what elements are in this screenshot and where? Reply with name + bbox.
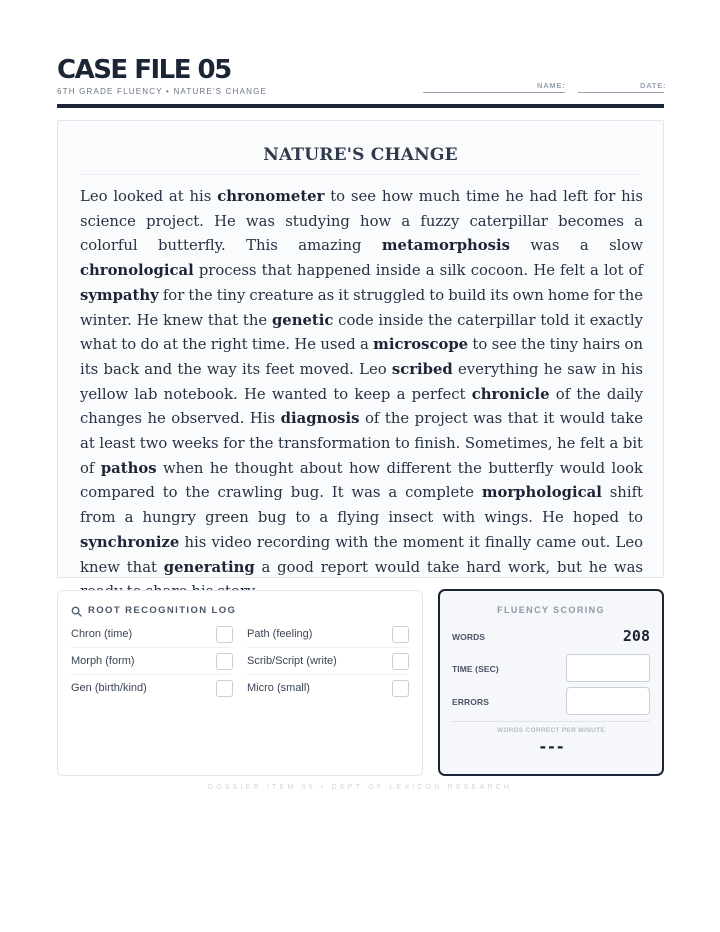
root-checkbox-morph[interactable] [216,653,233,670]
date-field[interactable] [578,92,664,93]
root-log-title: ROOT RECOGNITION LOG [88,605,237,616]
row-divider [247,647,408,648]
vocab-word: chronological [80,262,194,280]
root-recognition-log [57,590,423,776]
vocab-word: chronometer [217,188,325,205]
page-footer: DOSSIER ITEM 05 • DEPT OF LEXICON RESEARCH [207,784,513,791]
vocab-word: synchronize [80,533,180,551]
vocab-word: microscope [373,336,469,354]
vocab-word: diagnosis [280,410,360,428]
vocab-word: genetic [271,311,334,329]
scoring-divider [452,721,650,722]
vocab-word: chronicle [471,385,550,403]
root-checkbox-gen[interactable] [216,680,233,697]
story-passage: Leo looked at his chronometer to see how much time he had left for his science project. He was studying how a fuzzy caterpillar becomes a colorful butterfly. This amazing metamorphosis was a slow chronological process that happened inside a silk cocoon. He felt a lot of sympathy for the tiny creature as it struggled to build its own home for the winter. He knew that the genetic code inside the caterpillar told it exactly what to do at the right time. He used a microscope to see the tiny hairs on its back and the way its feet moved. Leo scribed everything he saw in his yellow lab notebook. He wanted to keep a perfect chronicle of the daily changes he observed. His diagnosis of the project was that it would take at least two weeks for the transformation to finish. Sometimes, he felt a bit of pathos when he thought about how different the butterfly would look compared to the crawling bug. It was a complete morphological shift from a hungry green bug to a flying insect with wings. He hoped to synchronize his video recording with the moment it finally came out. Leo knew that generating a good report would take hard work, but he was [80,188,643,576]
date-label: DATE: [640,81,667,90]
vocab-word: morphological [481,484,602,502]
root-checkbox-chron[interactable] [216,626,233,643]
story-title: NATURE'S CHANGE [263,145,458,165]
root-item-gen: Gen (birth/kind) [71,682,147,694]
words-label: WORDS [452,632,486,642]
search-icon [71,606,82,617]
root-checkbox-path[interactable] [392,626,409,643]
row-divider [71,674,231,675]
row-divider [71,647,231,648]
errors-input[interactable] [566,687,650,715]
name-label: NAME: [537,81,566,90]
wcpm-label: WORDS CORRECT PER MINUTE [497,727,605,734]
root-item-scrib: Scrib/Script (write) [247,655,337,667]
vocab-word: scribed [391,360,453,378]
row-divider [247,674,408,675]
vocab-word: sympathy [80,286,159,304]
words-count: 208 [622,627,650,645]
name-field[interactable] [423,92,565,93]
root-checkbox-scrib[interactable] [392,653,409,670]
root-checkbox-micro[interactable] [392,680,409,697]
root-item-chron: Chron (time) [71,628,133,640]
root-item-morph: Morph (form) [71,655,135,667]
vocab-word: pathos [100,459,157,477]
title-divider [80,174,641,175]
fluency-scoring-panel [438,589,664,776]
vocab-word: metamorphosis [381,237,510,255]
root-item-micro: Micro (small) [247,682,310,694]
errors-label: ERRORS [452,697,489,707]
page-header [57,55,667,108]
case-file-title: CASE FILE 05 [57,55,231,85]
wcpm-value: --- [538,737,564,756]
root-item-path: Path (feeling) [247,628,313,640]
story-panel [57,120,664,578]
vocab-word: generating [163,558,255,576]
grade-subtitle: 6TH GRADE FLUENCY • NATURE'S CHANGE [57,87,268,96]
scoring-title: FLUENCY SCORING [497,605,605,615]
time-input[interactable] [566,654,650,682]
time-label: TIME (SEC) [452,664,499,674]
